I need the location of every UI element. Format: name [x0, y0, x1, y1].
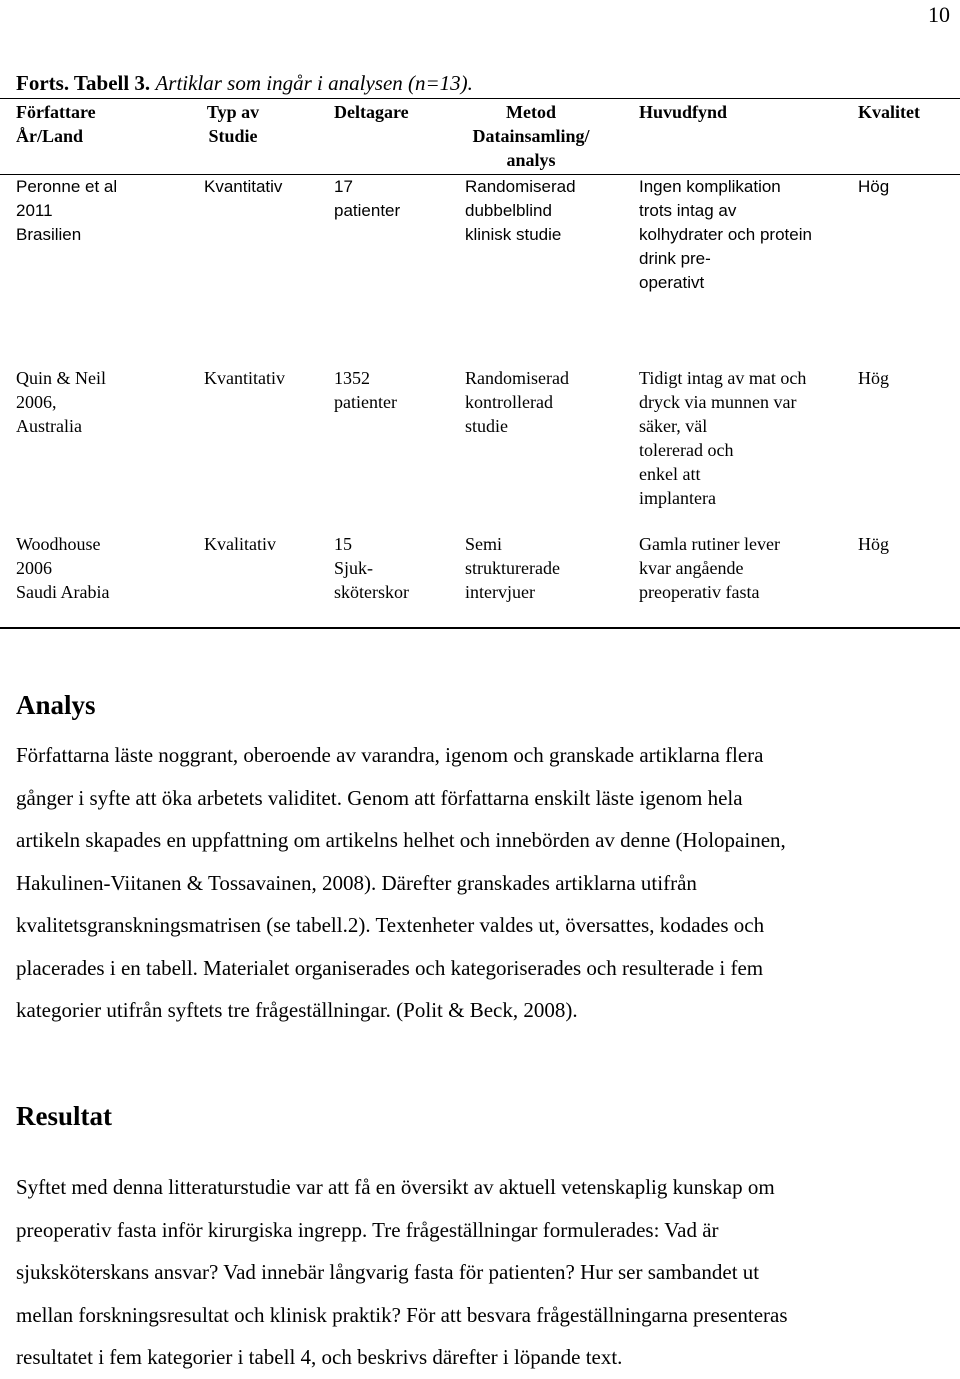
header-line: Deltagare: [334, 102, 409, 122]
row1-method: [465, 175, 576, 247]
header-line: Typ av: [206, 102, 260, 122]
row1-study-type: [204, 175, 282, 199]
row2-author: [16, 366, 106, 438]
cell-line: Saudi Arabia: [16, 582, 110, 602]
row1-findings: [639, 175, 812, 295]
header-line: analys: [506, 150, 556, 170]
cell-line: 15: [334, 534, 352, 554]
table-bottom-rule: [0, 627, 960, 629]
row3-author: [16, 532, 109, 604]
paragraph-line: kvalitetsgranskningsmatrisen (se tabell.2). Textenheter valdes ut, översattes, kodades och: [16, 913, 765, 937]
paragraph-line: preoperativ fasta inför kirurgiska ingrepp. Tre frågeställningar formulerades: Vad är: [16, 1217, 719, 1242]
cell-line: 2011: [16, 201, 53, 220]
analys-heading: Analys: [16, 690, 96, 720]
table-top-rule: [0, 98, 960, 99]
cell-line: dubbelblind: [465, 201, 552, 220]
cell-line: kontrollerad: [465, 392, 553, 412]
cell-line: Kvalitativ: [204, 534, 276, 554]
row1-participants: [334, 175, 400, 223]
cell-line: implantera: [639, 488, 716, 508]
analys-paragraph: [16, 734, 944, 1032]
row2-findings: [639, 366, 806, 510]
row2-quality: [858, 366, 889, 390]
cell-line: kolhydrater och protein: [639, 225, 812, 244]
header-method: [462, 100, 600, 172]
cell-line: Kvantitativ: [204, 368, 285, 388]
cell-line: Gamla rutiner lever: [639, 534, 780, 554]
cell-line: dryck via munnen var: [639, 392, 797, 412]
resultat-paragraph: [16, 1166, 944, 1379]
cell-line: sköterskor: [334, 582, 409, 602]
cell-line: 2006: [16, 558, 52, 578]
cell-line: trots intag av: [639, 201, 737, 220]
cell-line: drink pre-: [639, 249, 711, 268]
cell-line: kvar angående: [639, 558, 744, 578]
cell-line: Ingen komplikation: [639, 177, 781, 196]
cell-line: säker, väl: [639, 416, 708, 436]
cell-line: Woodhouse: [16, 534, 101, 554]
cell-line: studie: [465, 416, 508, 436]
paragraph-line: artikeln skapades en uppfattning om artikelns helhet och innebörden av denne (Holopainen,: [16, 828, 786, 852]
cell-line: klinisk studie: [465, 225, 562, 244]
cell-line: patienter: [334, 201, 401, 220]
row2-method: [465, 366, 569, 438]
cell-line: Sjuk-: [334, 558, 374, 578]
paragraph-line: kategorier utifrån syftets tre frågeställningar. (Polit & Beck, 2008).: [16, 998, 578, 1022]
header-author: [16, 100, 96, 148]
cell-line: preoperativ fasta: [639, 582, 760, 602]
cell-line: intervjuer: [465, 582, 535, 602]
cell-line: 2006,: [16, 392, 57, 412]
header-line: Datainsamling/: [472, 126, 590, 146]
cell-line: 17: [334, 177, 353, 196]
row3-method: [465, 532, 560, 604]
cell-line: Randomiserad: [465, 177, 576, 196]
cell-line: patienter: [334, 392, 397, 412]
row2-participants: [334, 366, 397, 414]
header-line: Metod: [506, 102, 556, 122]
cell-line: Hög: [858, 534, 889, 554]
cell-line: Kvantitativ: [204, 177, 283, 196]
cell-line: strukturerade: [465, 558, 560, 578]
row1-author: [16, 175, 117, 247]
paragraph-line: Författarna läste noggrant, oberoende av varandra, igenom och granskade artiklarna flera: [16, 743, 764, 767]
cell-line: Hög: [858, 368, 889, 388]
row3-study-type: [204, 532, 276, 556]
header-line: År/Land: [16, 126, 84, 146]
cell-line: Peronne et al: [16, 177, 118, 196]
cell-line: Tidigt intag av mat och: [639, 368, 807, 388]
header-quality: [858, 100, 920, 124]
cell-line: Semi: [465, 534, 503, 554]
cell-line: Brasilien: [16, 225, 82, 244]
caption-label: Forts. Tabell 3.: [16, 71, 151, 95]
paragraph-line: mellan forskningsresultat och klinisk praktik? För att besvara frågeställningarna presenteras: [16, 1302, 788, 1327]
header-line: Huvudfynd: [639, 102, 728, 122]
paragraph-line: Syftet med denna litteraturstudie var att få en översikt av aktuell vetenskaplig kunskap om: [16, 1175, 775, 1199]
paragraph-line: placerades i en tabell. Materialet organiserades och kategoriserades och resulterade i fem: [16, 955, 764, 980]
paragraph-line: Hakulinen-Viitanen & Tossavainen, 2008). Därefter granskades artiklarna utifrån: [16, 870, 697, 895]
header-line: Författare: [16, 102, 96, 122]
table-caption: [16, 71, 473, 96]
cell-line: tolererad och: [639, 440, 734, 460]
cell-line: Australia: [16, 416, 82, 436]
paragraph-line: gånger i syfte att öka arbetets validitet. Genom att författarna enskilt läste igenom hela: [16, 785, 743, 810]
cell-line: Hög: [858, 177, 890, 196]
paragraph-line: resultatet i fem kategorier i tabell 4, och beskrivs därefter i löpande text.: [16, 1345, 623, 1369]
resultat-heading: Resultat: [16, 1101, 112, 1131]
row3-quality: [858, 532, 889, 556]
cell-line: enkel att: [639, 464, 701, 484]
row1-quality: [858, 175, 889, 199]
caption-title: Artiklar som ingår i analysen (n=13).: [155, 71, 473, 95]
row3-participants: [334, 532, 409, 604]
header-participants: [334, 100, 409, 124]
cell-line: operativt: [639, 273, 705, 292]
row3-findings: [639, 532, 780, 604]
paragraph-line: sjuksköterskans ansvar? Vad innebär långvarig fasta för patienten? Hur ser sambandet ut: [16, 1260, 760, 1284]
header-line: Kvalitet: [858, 102, 920, 122]
cell-line: 1352: [334, 368, 370, 388]
header-findings: [639, 100, 727, 124]
header-line: Studie: [208, 126, 258, 146]
cell-line: Randomiserad: [465, 368, 569, 388]
header-study-type: [190, 100, 276, 148]
row2-study-type: [204, 366, 285, 390]
cell-line: Quin & Neil: [16, 368, 106, 388]
page-number: 10: [928, 2, 950, 27]
